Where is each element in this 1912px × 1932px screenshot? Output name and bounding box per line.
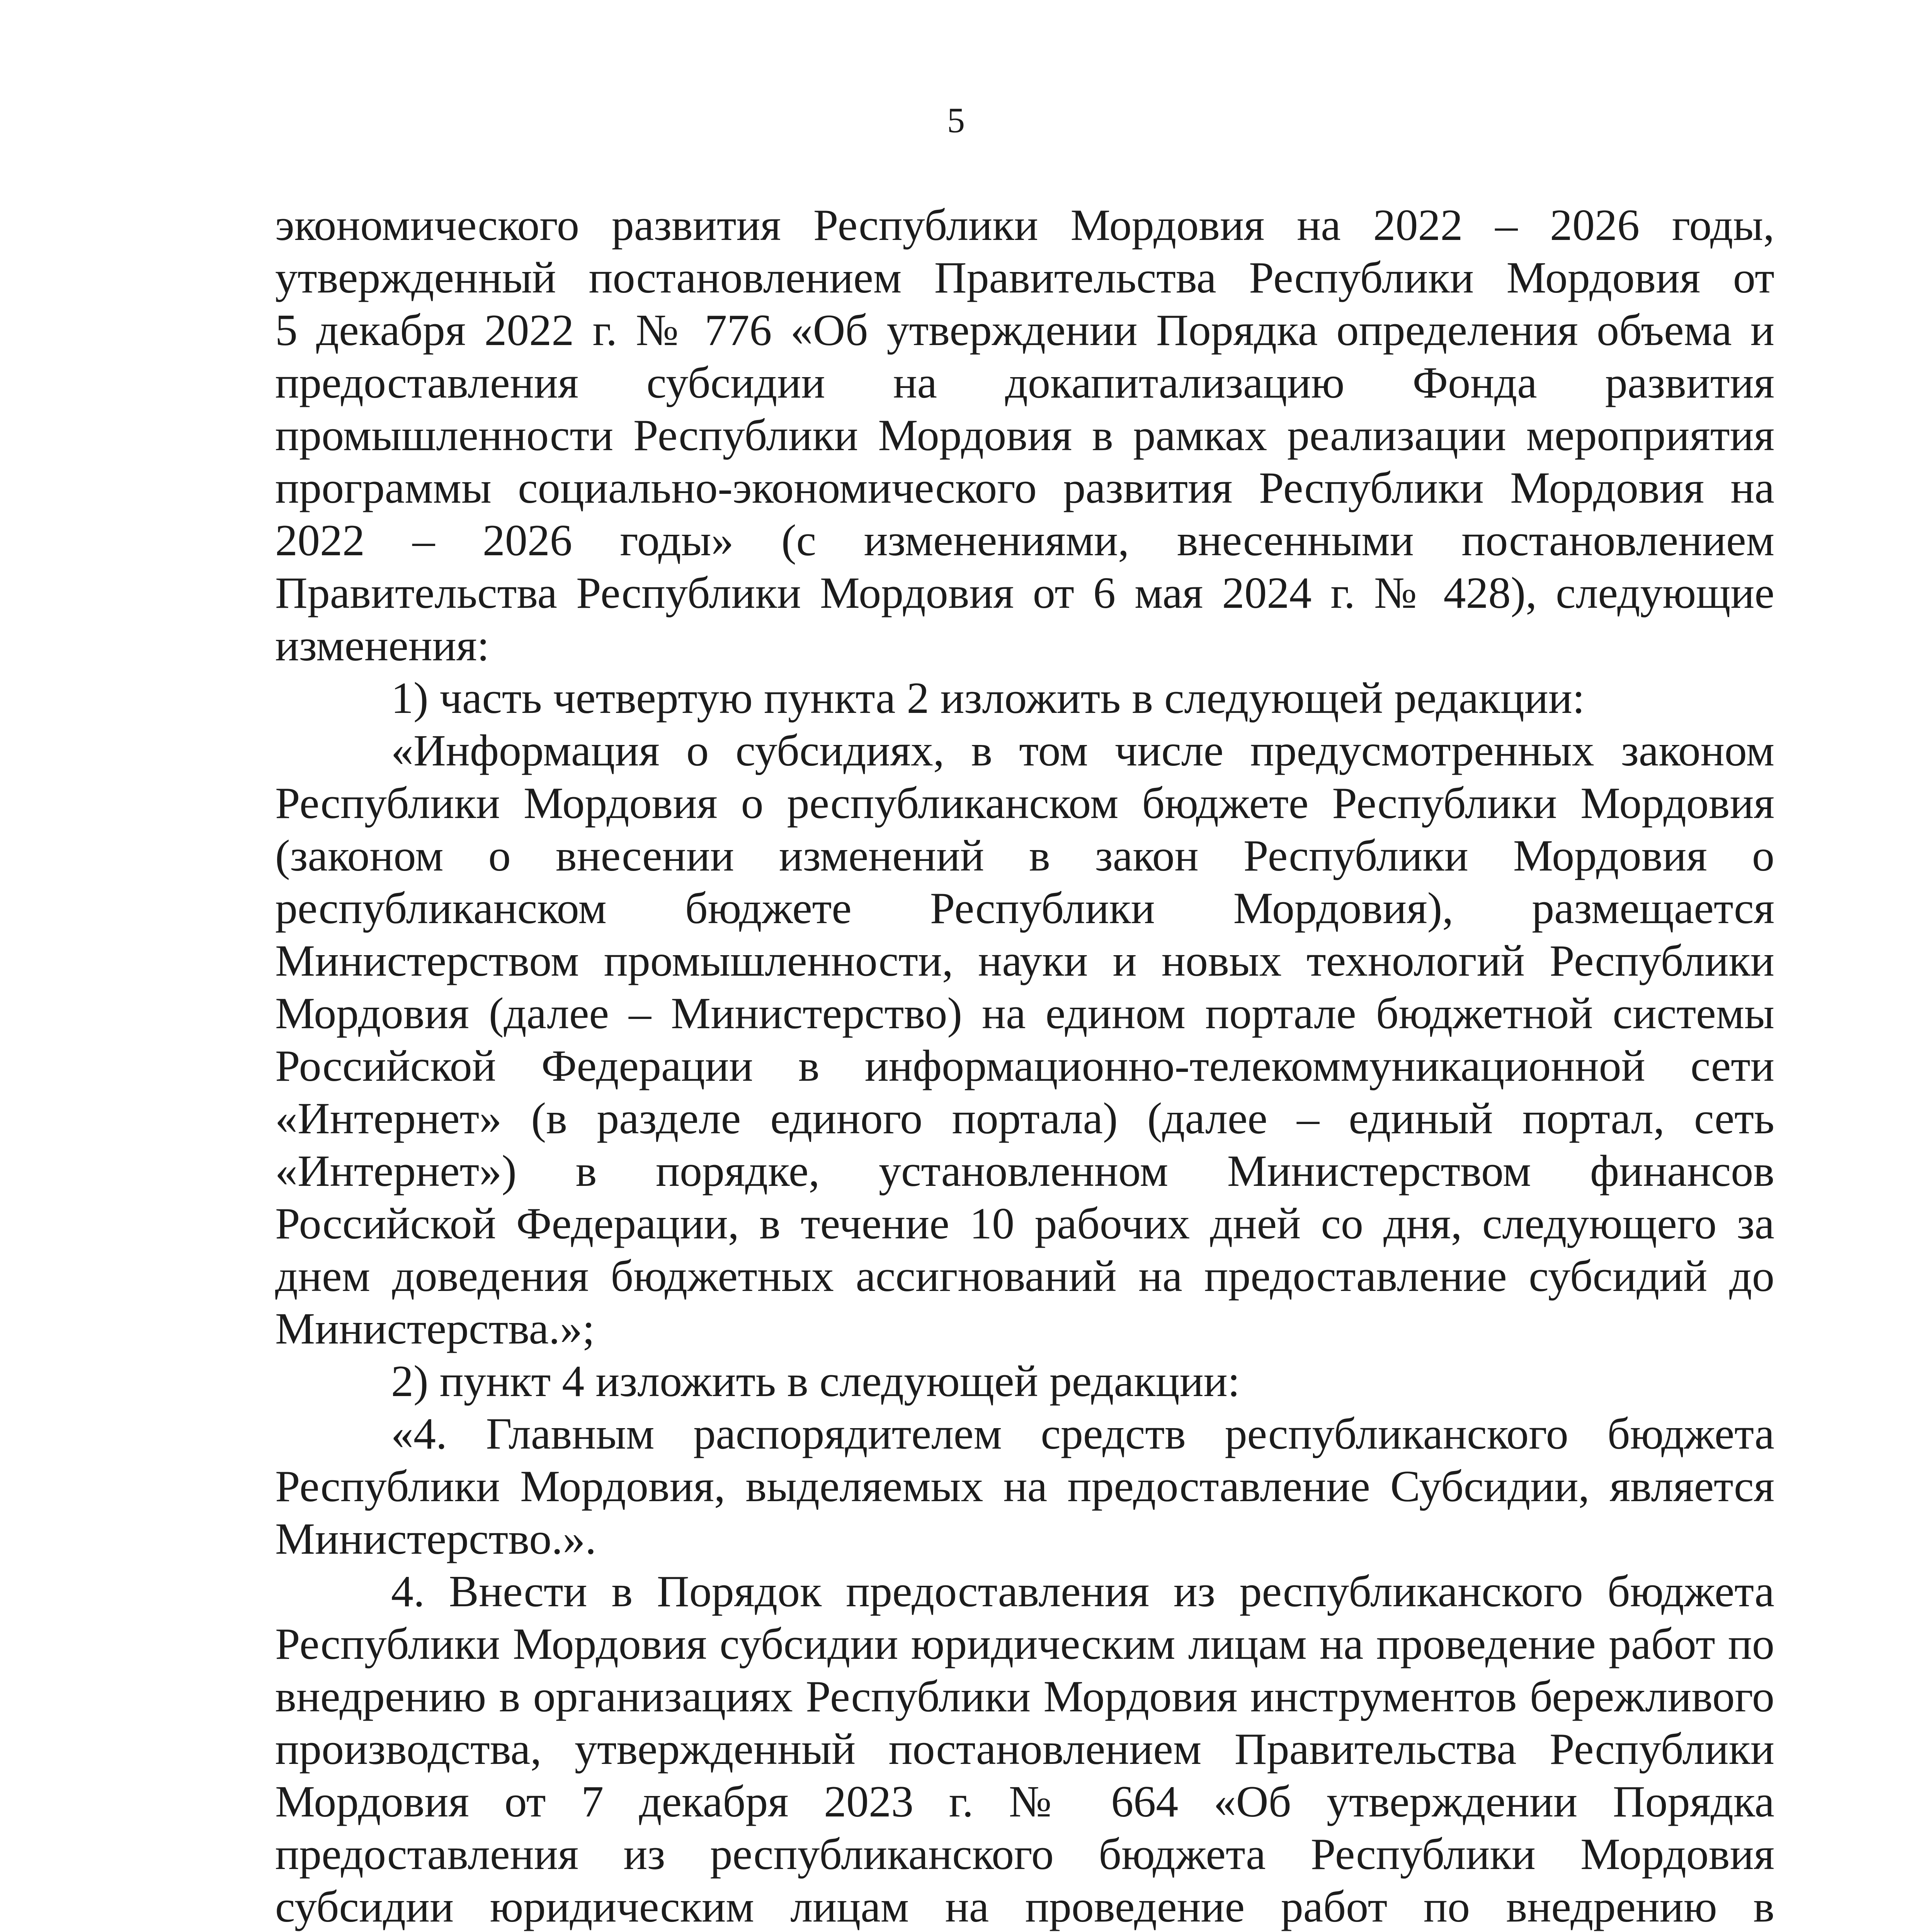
text-line: промышленности Республики Мордовия в рамках реализации мероприятия — [275, 411, 1774, 460]
text-line: Республики Мордовия субсидии юридическим лицам на проведение работ по — [275, 1619, 1774, 1669]
page-number: 5 — [947, 100, 965, 140]
text-line: утвержденный постановлением Правительства Республики Мордовия от — [275, 253, 1774, 303]
text-line: Республики Мордовия, выделяемых на предоставление Субсидии, является — [275, 1462, 1774, 1511]
text-line: днем доведения бюджетных ассигнований на предоставление субсидий до — [275, 1252, 1774, 1301]
text-line: Российской Федерации, в течение 10 рабочих дней со дня, следующего за — [275, 1199, 1774, 1248]
text-line: 4. Внести в Порядок предоставления из республиканского бюджета — [391, 1567, 1774, 1616]
text-line: 1) часть четвертую пункта 2 изложить в следующей редакции: — [391, 673, 1585, 723]
text-line: Правительства Республики Мордовия от 6 мая 2024 г. № 428), следующие — [275, 568, 1774, 618]
text-line: Мордовия (далее – Министерство) на едином портале бюджетной системы — [275, 989, 1774, 1038]
text-line: «Интернет») в порядке, установленном Министерством финансов — [275, 1146, 1774, 1196]
text-line: предоставления субсидии на докапитализацию Фонда развития — [275, 358, 1774, 408]
text-line: (законом о внесении изменений в закон Республики Мордовия о — [275, 831, 1774, 881]
text-line: Республики Мордовия о республиканском бюджете Республики Мордовия — [275, 779, 1774, 828]
text-line: субсидии юридическим лицам на проведение работ по внедрению в — [275, 1882, 1774, 1932]
text-line: республиканском бюджете Республики Мордовия), размещается — [275, 884, 1774, 933]
text-line: Министерства.»; — [275, 1304, 595, 1354]
text-line: Министерством промышленности, науки и новых технологий Республики — [275, 936, 1774, 986]
text-line: Министерство.». — [275, 1514, 597, 1564]
text-line: 5 декабря 2022 г. № 776 «Об утверждении Порядка определения объема и — [275, 306, 1774, 355]
text-line: программы социально-экономического развития Республики Мордовия на — [275, 463, 1774, 513]
text-line: производства, утвержденный постановлением Правительства Республики — [275, 1725, 1774, 1774]
text-line: изменения: — [275, 621, 490, 670]
text-line: 2022 – 2026 годы» (с изменениями, внесенными постановлением — [275, 516, 1774, 565]
text-line: «4. Главным распорядителем средств республиканского бюджета — [391, 1409, 1774, 1459]
text-line: 2) пункт 4 изложить в следующей редакции: — [391, 1357, 1240, 1406]
text-line: внедрению в организациях Республики Мордовия инструментов бережливого — [275, 1672, 1774, 1721]
text-line: Мордовия от 7 декабря 2023 г. № 664 «Об утверждении Порядка — [275, 1777, 1774, 1827]
text-line: Российской Федерации в информационно-телекоммуникационной сети — [275, 1041, 1774, 1091]
text-line: «Информация о субсидиях, в том числе предусмотренных законом — [391, 726, 1774, 776]
text-line: «Интернет» (в разделе единого портала) (далее – единый портал, сеть — [275, 1094, 1774, 1143]
text-line: предоставления из республиканского бюджета Республики Мордовия — [275, 1830, 1774, 1879]
document-body — [275, 199, 1774, 1932]
text-line: экономического развития Республики Мордовия на 2022 – 2026 годы, — [275, 201, 1774, 250]
